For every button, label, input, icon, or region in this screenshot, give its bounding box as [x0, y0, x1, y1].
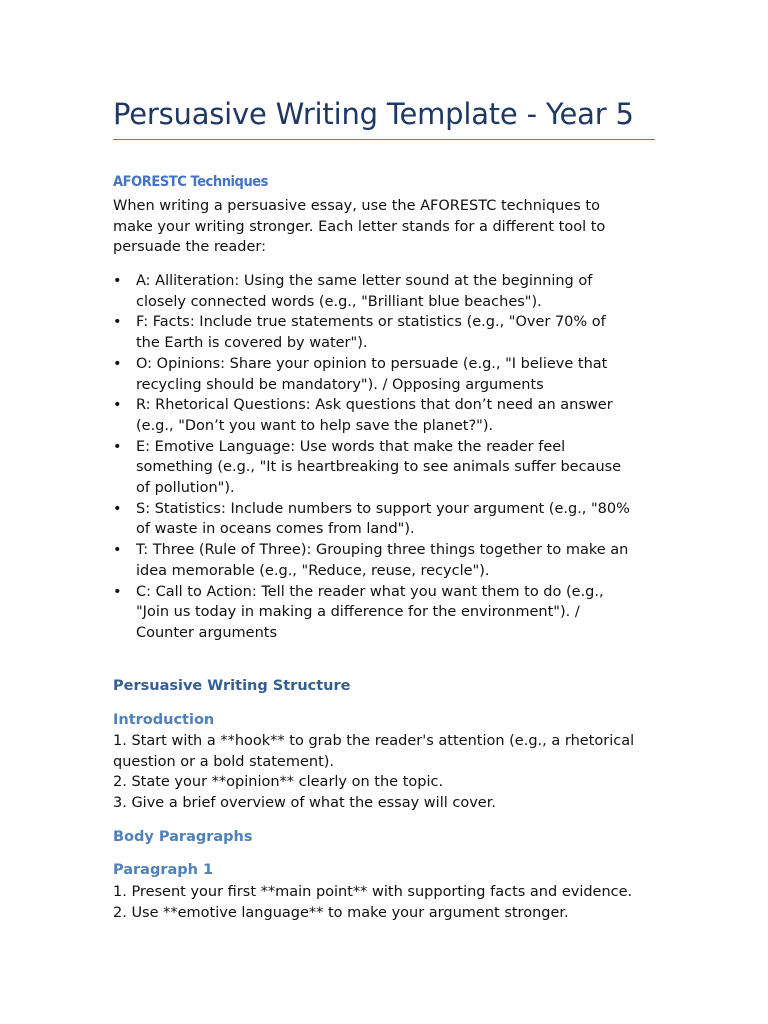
technique-line: (e.g., "Don’t you want to help save the planet?").	[136, 417, 494, 434]
body-paragraphs-heading: Body Paragraphs	[113, 829, 253, 845]
bullet-icon: •	[113, 500, 122, 517]
technique-line: Counter arguments	[136, 624, 278, 641]
technique-opinions	[113, 354, 655, 395]
bullet-icon: •	[113, 355, 122, 372]
introduction-line: question or a bold statement).	[113, 753, 335, 770]
intro-line: persuade the reader:	[113, 239, 267, 256]
bullet-icon: •	[113, 273, 122, 289]
introduction-line: 2. State your **opinion** clearly on the topic.	[113, 774, 444, 791]
bullet-icon: •	[113, 397, 122, 414]
technique-line: C: Call to Action: Tell the reader what you want them to do (e.g.,	[136, 583, 604, 600]
technique-line: E: Emotive Language: Use words that make the reader feel	[136, 438, 566, 455]
intro-line: make your writing stronger. Each letter stands for a different tool to	[113, 218, 606, 235]
paragraph-1-line: 1. Present your first **main point** with supporting facts and evidence.	[113, 884, 633, 900]
techniques-list	[113, 271, 655, 644]
paragraph-1-heading: Paragraph 1	[113, 862, 214, 878]
technique-rhetorical-questions	[113, 395, 655, 436]
technique-line: closely connected words (e.g., "Brilliant blue beaches").	[136, 293, 542, 310]
technique-line: "Join us today in making a difference for the environment"). /	[136, 604, 580, 621]
technique-line: idea memorable (e.g., "Reduce, reuse, recycle").	[136, 562, 490, 579]
technique-line: something (e.g., "It is heartbreaking to see animals suffer because	[136, 459, 622, 476]
introduction-line: 1. Start with a **hook** to grab the reader's attention (e.g., a rhetorical	[113, 733, 635, 749]
technique-alliteration	[113, 271, 655, 312]
bullet-icon: •	[113, 542, 122, 559]
aforestc-heading: AFORESTC Techniques	[113, 174, 269, 190]
technique-call-to-action	[113, 582, 655, 644]
bullet-icon: •	[113, 583, 122, 600]
technique-facts	[113, 312, 655, 353]
technique-line: R: Rhetorical Questions: Ask questions that don’t need an answer	[136, 397, 613, 414]
technique-emotive-language	[113, 437, 655, 499]
technique-line: F: Facts: Include true statements or statistics (e.g., "Over 70% of	[136, 314, 606, 331]
paragraph-1-steps	[113, 882, 673, 923]
bullet-icon: •	[113, 314, 122, 331]
document-title: Persuasive Writing Template - Year 5	[113, 97, 634, 131]
technique-line: T: Three (Rule of Three): Grouping three things together to make an	[136, 542, 629, 559]
intro-line: When writing a persuasive essay, use the AFORESTC techniques to	[113, 198, 600, 214]
introduction-heading: Introduction	[113, 712, 215, 728]
technique-line: recycling should be mandatory"). / Opposing arguments	[136, 376, 544, 393]
introduction-line: 3. Give a brief overview of what the essay will cover.	[113, 795, 496, 812]
introduction-steps	[113, 731, 673, 814]
technique-line: O: Opinions: Share your opinion to persuade (e.g., "I believe that	[136, 355, 608, 372]
technique-statistics	[113, 499, 655, 540]
bullet-icon: •	[113, 438, 122, 455]
technique-rule-of-three	[113, 540, 655, 581]
technique-line: A: Alliteration: Using the same letter sound at the beginning of	[136, 273, 593, 289]
technique-line: of waste in oceans comes from land").	[136, 521, 415, 538]
title-underline	[113, 139, 655, 140]
structure-heading: Persuasive Writing Structure	[113, 678, 351, 694]
technique-line: of pollution").	[136, 480, 235, 497]
intro-paragraph	[113, 196, 655, 258]
technique-line: the Earth is covered by water").	[136, 335, 368, 352]
paragraph-1-line: 2. Use **emotive language** to make your argument stronger.	[113, 904, 569, 921]
technique-line: S: Statistics: Include numbers to support your argument (e.g., "80%	[136, 500, 630, 517]
